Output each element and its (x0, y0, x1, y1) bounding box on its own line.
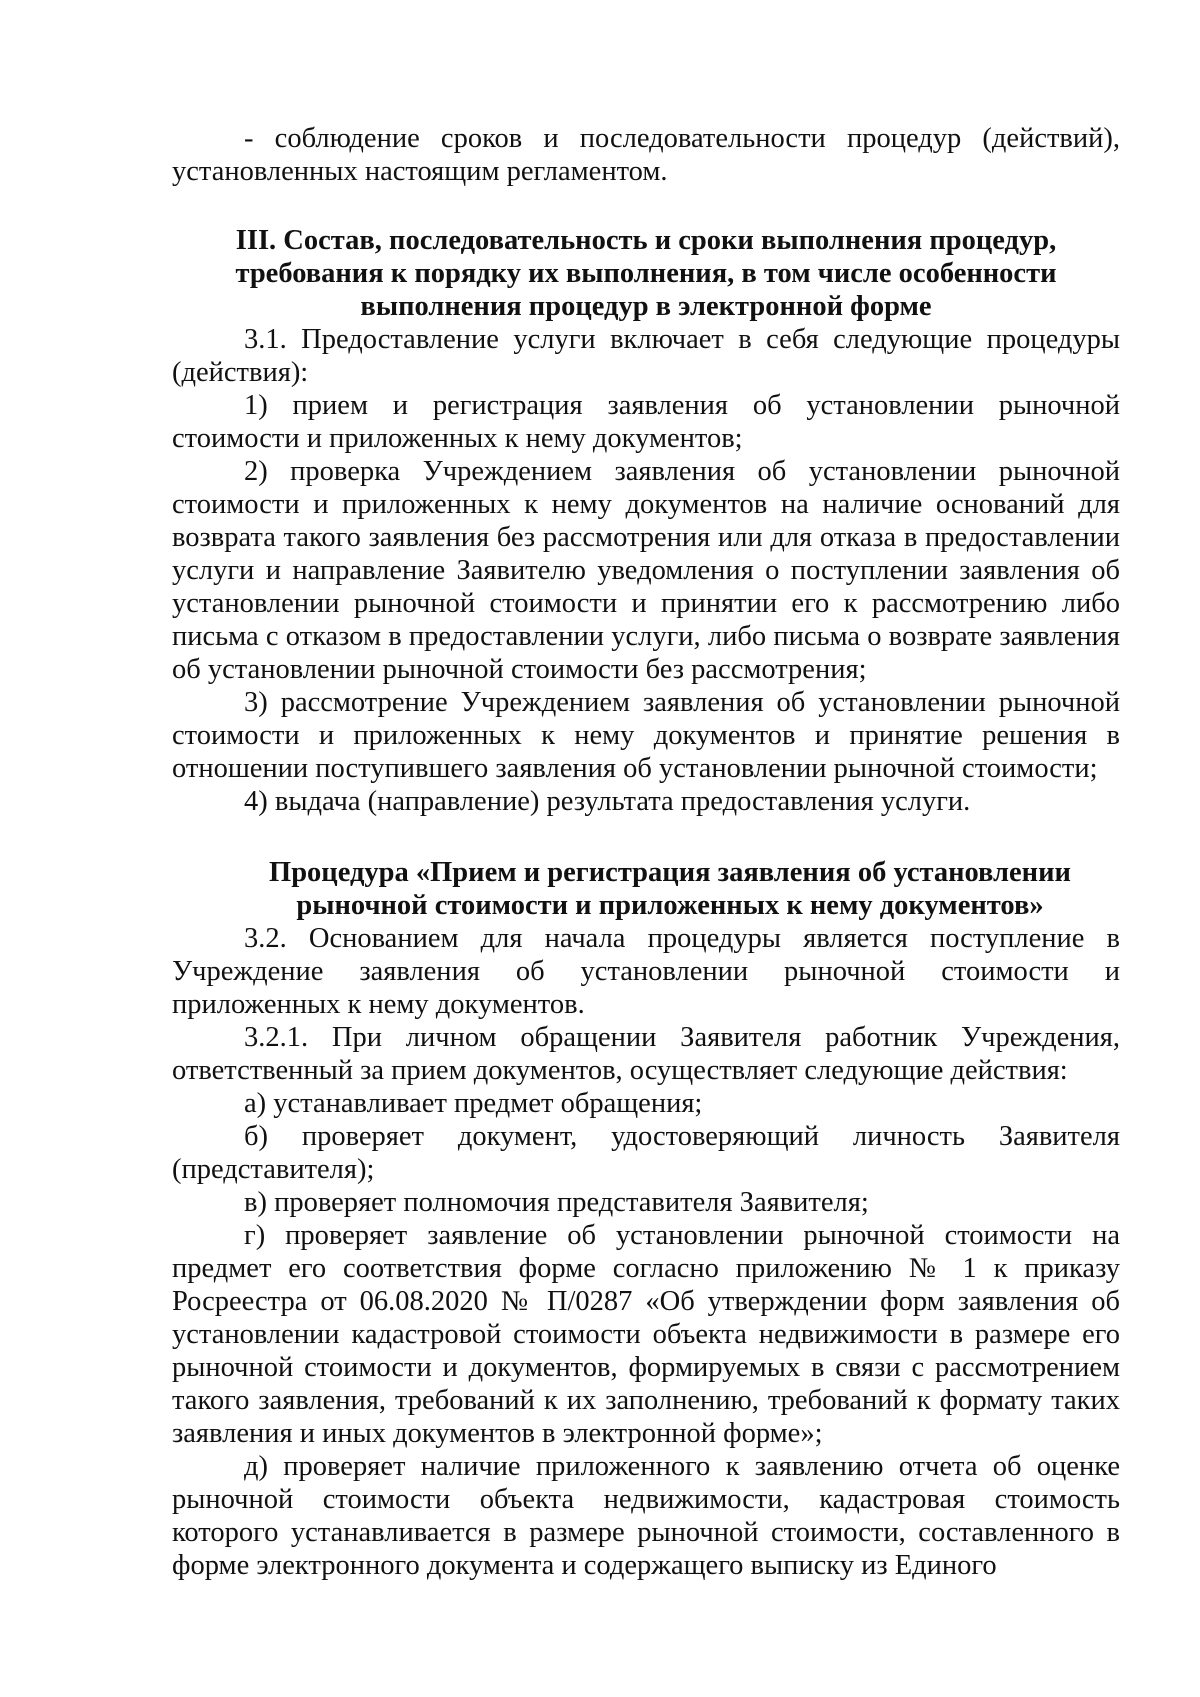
procedure-heading (172, 856, 1120, 922)
list-item-2: 2) проверка Учреждением заявления об установлении рыночной стоимости и приложенных к нему документов на наличие оснований для возврата такого заявления без рассмотрения или для отказа в предоставлении услуги и направление Заявителю уведомления о поступлении заявления об установлении рыночной стоимости и принятии его к рассмотрению либо письма с отказом в предоставлении услуги, либо письма о возврате заявления об установлении рыночной стоимости без рассмотрения; (172, 456, 1120, 685)
list-item-4: 4) выдача (направление) результата предоставления услуги. (244, 786, 971, 817)
list-item-1: 1) прием и регистрация заявления об установлении рыночной стоимости и приложенных к нему документов; (172, 390, 1120, 454)
action-d: д) проверяет наличие приложенного к заявлению отчета об оценке рыночной стоимости объекта недвижимости, кадастровая стоимость которого устанавливается в размере рыночной стоимости, составленного в форме электронного документа и содержащего выписку из Единого (172, 1451, 1120, 1581)
action-a: а) устанавливает предмет обращения; (244, 1088, 703, 1119)
spacer (172, 188, 1120, 224)
paragraph-3-2-1: 3.2.1. При личном обращении Заявителя работник Учреждения, ответственный за прием документов, осуществляет следующие действия: (172, 1022, 1120, 1086)
section-heading (172, 224, 1120, 323)
action-b: б) проверяет документ, удостоверяющий личность Заявителя (представителя); (172, 1121, 1120, 1185)
document-page (172, 122, 1120, 1582)
action-v: в) проверяет полномочия представителя Заявителя; (244, 1187, 869, 1218)
list-item-3: 3) рассмотрение Учреждением заявления об установлении рыночной стоимости и приложенных к нему документов и принятие решения в отношении поступившего заявления об установлении рыночной стоимости; (172, 687, 1120, 784)
paragraph-compliance: - соблюдение сроков и последовательности процедур (действий), установленных настоящим регламентом. (172, 123, 1120, 187)
paragraph-3-1: 3.1. Предоставление услуги включает в себя следующие процедуры (действия): (172, 324, 1120, 388)
section-heading-line-2: требования к порядку их выполнения, в том числе особенности (235, 258, 1057, 289)
action-g: г) проверяет заявление об установлении рыночной стоимости на предмет его соответствия форме согласно приложению № 1 к приказу Росреестра от 06.08.2020 № П/0287 «Об утверждении форм заявления об установлении кадастровой стоимости объекта недвижимости в размере его рыночной стоимости и документов, формируемых в связи с рассмотрением такого заявления, требований к их заполнению, требований к формату таких заявления и иных документов в электронной форме»; (172, 1220, 1120, 1449)
procedure-heading-line-2: рыночной стоимости и приложенных к нему документов» (296, 890, 1044, 921)
section-heading-line-3: выполнения процедур в электронной форме (360, 291, 932, 322)
section-heading-line-1: III. Состав, последовательность и сроки выполнения процедур, (235, 225, 1057, 256)
procedure-heading-line-1: Процедура «Прием и регистрация заявления об установлении (269, 857, 1071, 888)
paragraph-3-2: 3.2. Основанием для начала процедуры является поступление в Учреждение заявления об установлении рыночной стоимости и приложенных к нему документов. (172, 923, 1120, 1020)
spacer (172, 818, 1120, 856)
